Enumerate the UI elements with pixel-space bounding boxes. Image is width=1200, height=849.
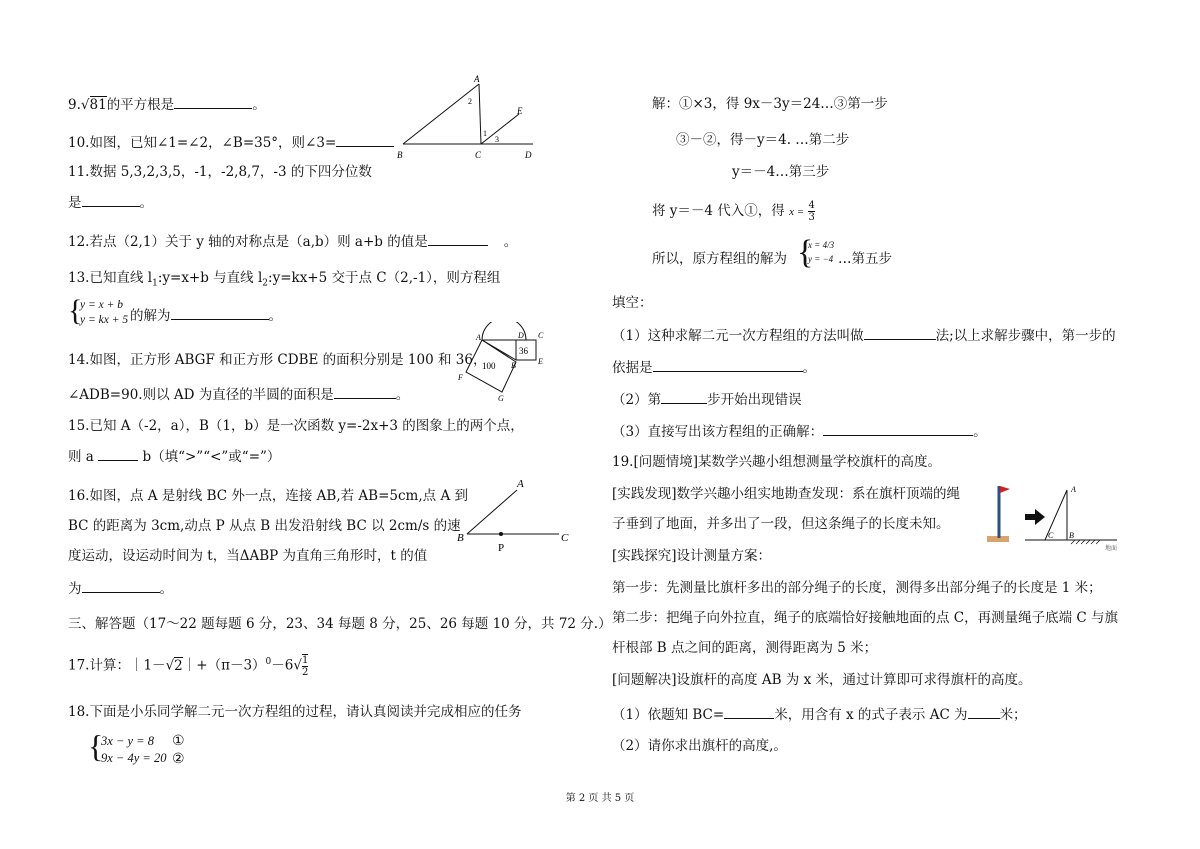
question-19-6: 第二步：把绳子向外拉直，绳子的底端恰好接触地面的点 C，再测量绳子底端 C 与旗 [612, 610, 1119, 626]
solution-step-4: 将 y＝－4 代入①，得 x = $\frac{4}{3}$ [652, 200, 815, 223]
solution-step-1: 解：①×3，得 9x－3y＝24…③第一步 [652, 96, 888, 112]
system-q13: y = x + b y = kx + 5 [80, 299, 129, 326]
question-15-cont: 则 a b（填“>”“<”或“=”） [68, 446, 280, 467]
system-solution: x = 4/3 y = −4 [808, 240, 835, 264]
brace: { [797, 234, 814, 271]
question-19-9: （1）依题知 BC= 米，用含有 x 的式子表示 AC 为 米； [612, 704, 1027, 725]
question-19-3: 子垂到了地面，并多出了一段，但这条绳子的长度未知。 [612, 516, 950, 532]
label-G: G [498, 394, 504, 402]
answer-blank[interactable] [428, 231, 488, 246]
question-13-answer: 的解为 。 [130, 305, 282, 326]
figure-q10 [395, 72, 540, 160]
label-D: D [518, 331, 524, 340]
line-ba [403, 84, 479, 144]
segment-ab [467, 490, 517, 534]
angle-3: 3 [495, 135, 499, 144]
question-16: 16.如图，点 A 是射线 BC 外一点，连接 AB,若 AB=5cm,点 A 到 [68, 488, 468, 504]
label-B: B [511, 361, 516, 370]
answer-blank[interactable] [336, 132, 394, 147]
fraction-half: $\frac{1}{2}$ [301, 655, 309, 678]
question-14-cont: ∠ADB=90.则以 AD 为直径的半圆的面积是 。 [68, 384, 409, 405]
question-19-5: 第一步：先测量比旗杆多出的部分绳子的长度，测得多出部分绳子的长度是 1 米； [612, 580, 1102, 596]
question-19-8: [问题解决]设旗杆的高度 AB 为 x 米，通过计算即可求得旗杆的高度。 [612, 672, 1032, 688]
ground-label: 地面 [1105, 546, 1118, 552]
sqrt-symbol: √ [80, 97, 90, 113]
answer-blank[interactable] [171, 305, 269, 320]
sqrt-symbol: √ [293, 657, 302, 674]
answer-blank[interactable] [174, 94, 252, 109]
question-16-b: BC 的距离为 3cm,动点 P 从点 B 出发沿射线 BC 以 2cm/s 的速 [68, 518, 461, 534]
angle-2: 2 [468, 97, 472, 106]
label-B: B [397, 150, 403, 160]
system-q18: 3x − y = 8 9x − 4y = 20 [101, 734, 167, 765]
question-15: 15.已知 A（-2，a），B（1，b）是一次函数 y=-2x+3 的图象上的两个点， [68, 418, 524, 434]
figure-q16 [455, 474, 585, 554]
solution-step-5-end: …第五步 [838, 251, 892, 267]
answer-blank[interactable] [82, 578, 160, 593]
answer-blank[interactable] [968, 704, 1000, 719]
label-F: F [458, 373, 463, 382]
question-19: 19.[问题情境]某数学兴趣小组想测量学校旗杆的高度。 [612, 454, 942, 470]
fraction-4-3: $\frac{4}{3}$ [808, 200, 815, 223]
label-E: E [517, 106, 523, 116]
brace: { [68, 294, 83, 327]
question-12: 12.若点（2,1）关于 y 轴的对称点是（a,b）则 a+b 的值是 。 [68, 231, 517, 252]
label-C: C [561, 532, 569, 544]
sqrt-symbol: √ [165, 657, 175, 674]
question-18: 18.下面是小乐同学解二元一次方程组的过程，请认真阅读并完成相应的任务 [68, 704, 522, 720]
solution-step-3: y＝－4…第三步 [732, 164, 830, 180]
answer-blank[interactable] [653, 357, 803, 372]
question-11-cont: 是 。 [68, 192, 153, 213]
brace: { [88, 728, 104, 764]
angle-1: 1 [483, 129, 487, 138]
equation-markers: ① ② [172, 733, 185, 767]
fill-heading: 填空： [612, 295, 653, 311]
label-C: C [1048, 531, 1054, 540]
fill-1: （1）这种求解二元一次方程组的方法叫做 法;以上求解步骤中，第一步的 [612, 325, 1116, 346]
line-ac [479, 84, 481, 144]
label-E: E [538, 357, 543, 366]
answer-blank[interactable] [334, 384, 396, 399]
question-19-2: [实践发现]数学兴趣小组实地勘查发现：系在旗杆顶端的绳 [612, 486, 961, 502]
question-11: 11.数据 5,3,2,3,5，-1，-2,8,7，-3 的下四分位数 [68, 164, 372, 180]
fill-2: （2）第 步开始出现错误 [612, 389, 802, 410]
flag [1000, 486, 1010, 493]
question-16-c: 度运动，设运动时间为 t，当ΔABP 为直角三角形时，t 的值 [68, 548, 428, 564]
point-P [499, 532, 503, 536]
question-19-10: （2）请你求出旗杆的高度,。 [612, 738, 787, 754]
label-D: D [525, 150, 532, 160]
arrow-icon [1025, 509, 1045, 525]
answer-blank[interactable] [724, 704, 774, 719]
solution-step-2: ③－②，得－y＝4. …第二步 [676, 132, 850, 148]
page-footer: 第 2 页 共 5 页 [565, 793, 635, 804]
label-A: A [476, 333, 481, 342]
label-C: C [475, 150, 482, 160]
label-A: A [517, 478, 524, 490]
label-A: A [1071, 485, 1076, 494]
question-19-7: 杆根部 B 点之间的距离，测得距离为 5 米； [612, 640, 878, 656]
section-3-heading: 三、解答题（17～22 题每题 6 分，23、34 每题 8 分，25、26 每题 10 分，共 72 分.） [68, 616, 612, 632]
area-100: 100 [482, 361, 496, 371]
question-16-d: 为 。 [68, 578, 173, 599]
figure-q19 [985, 480, 1135, 552]
question-17: 17.计算：$|1-√2|+(\pi-3)^0-6√$ $\frac{1}{2}$ [68, 655, 309, 678]
answer-blank[interactable] [864, 325, 936, 340]
label-B: B [457, 532, 464, 544]
answer-blank[interactable] [823, 421, 973, 436]
question-19-4: [实践探究]设计测量方案： [612, 548, 772, 564]
fill-1-cont: 依据是 。 [612, 357, 816, 378]
label-P: P [498, 542, 505, 554]
answer-blank[interactable] [82, 192, 140, 207]
question-9: 9.√81的平方根是 。 [68, 94, 266, 115]
question-13: 13.已知直线 $l_1:y=x+b$ 与直线 $l_2:y=kx+5$ 交于点 C（2,-1），则方程组 [68, 270, 501, 289]
label-A: A [474, 74, 480, 84]
fill-3: （3）直接写出该方程组的正确解： 。 [612, 421, 987, 442]
area-36: 36 [519, 346, 528, 356]
question-10: 10.如图，已知∠1=∠2，∠B=35°，则∠3= [68, 132, 394, 153]
solution-step-5: 所以，原方程组的解为 [652, 251, 787, 267]
label-B: B [1069, 531, 1074, 540]
question-14: 14.如图，正方形 ABGF 和正方形 CDBE 的面积分别是 100 和 36， [68, 352, 487, 368]
answer-blank[interactable] [98, 446, 138, 461]
label-C: C [538, 331, 544, 340]
answer-blank[interactable] [661, 389, 707, 404]
